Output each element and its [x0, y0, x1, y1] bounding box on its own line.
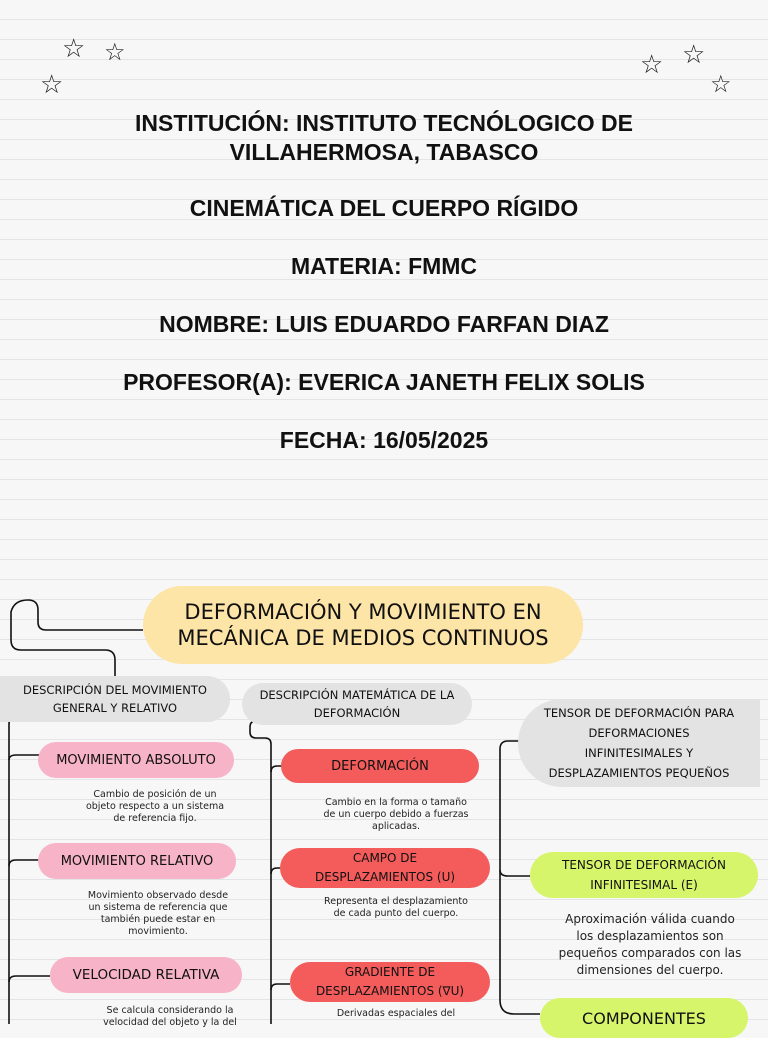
- deformation-math-heading-line-2: DEFORMACIÓN: [313, 706, 401, 720]
- deformation-label: DEFORMACIÓN: [331, 758, 429, 774]
- infinitesimal-strain-tensor-description: [540, 911, 760, 979]
- description-line: dimensiones del cuerpo.: [576, 963, 724, 977]
- displacement-gradient-description: [311, 1008, 481, 1020]
- components-label: COMPONENTES: [582, 1008, 706, 1028]
- description-line: Derivadas espaciales del: [336, 1008, 456, 1019]
- description-line: movimiento.: [128, 926, 188, 937]
- strain-tensor-heading-line-4: DESPLAZAMIENTOS PEQUEÑOS: [548, 766, 730, 780]
- deformation-node: [281, 749, 479, 783]
- motion-description-heading: [0, 676, 230, 722]
- displacement-gradient-node: [290, 962, 490, 1002]
- absolute-motion-description: [70, 789, 240, 825]
- star-icon: ☆: [640, 50, 664, 80]
- absolute-motion-node: [38, 742, 234, 778]
- description-line: Cambio de posición de un: [93, 789, 217, 800]
- strain-tensor-heading: [518, 699, 760, 787]
- deformation-math-heading: [242, 683, 472, 725]
- description-line: Se calcula considerando la: [106, 1005, 234, 1016]
- description-line: objeto respecto a un sistema: [85, 801, 225, 812]
- description-line: de un cuerpo debido a fuerzas: [323, 809, 469, 820]
- relative-velocity-node: [50, 957, 242, 993]
- concept-map-title: [143, 586, 583, 664]
- infinitesimal-strain-tensor-label-line-1: TENSOR DE DEFORMACIÓN: [562, 858, 726, 872]
- displacement-field-label-line-2: DESPLAZAMIENTOS (U): [314, 870, 456, 884]
- description-line: también puede estar en: [100, 914, 216, 925]
- description-line: Aproximación válida cuando: [565, 912, 735, 926]
- displacement-gradient-label-line-2: DESPLAZAMIENTOS (∇U): [315, 984, 465, 998]
- star-icon: ☆: [682, 40, 706, 70]
- professor-name: PROFESOR(A): EVERICA JANETH FELIX SOLIS: [123, 369, 645, 395]
- strain-tensor-heading-line-1: TENSOR DE DEFORMACIÓN PARA: [543, 706, 735, 720]
- star-icon: ☆: [62, 34, 86, 64]
- displacement-field-description: [311, 896, 481, 920]
- displacement-field-label-line-1: CAMPO DE: [352, 851, 418, 865]
- description-line: velocidad del objeto y la del: [103, 1017, 237, 1028]
- description-line: aplicadas.: [372, 821, 420, 832]
- displacement-gradient-label-line-1: GRADIENTE DE: [344, 965, 436, 979]
- description-line: Representa el desplazamiento: [324, 896, 468, 907]
- infinitesimal-strain-tensor-label-line-2: INFINITESIMAL (E): [590, 878, 698, 892]
- date-text: FECHA: 16/05/2025: [279, 427, 489, 453]
- components-node: [540, 998, 748, 1038]
- description-line: Movimiento observado desde: [87, 890, 229, 901]
- description-line: un sistema de referencia que: [88, 902, 228, 913]
- subject-heading: MATERIA: FMMC: [290, 253, 478, 279]
- concept-map-title-line-2: MECÁNICA DE MEDIOS CONTINUOS: [177, 626, 549, 650]
- displacement-field-node: [280, 848, 490, 888]
- institution-line-2: VILLAHERMOSA, TABASCO: [229, 139, 539, 165]
- relative-velocity-description: [80, 1005, 260, 1029]
- description-line: los desplazamientos son: [576, 929, 724, 943]
- strain-tensor-heading-line-3: INFINITESIMALES Y: [584, 746, 694, 760]
- infinitesimal-strain-tensor-node: [530, 852, 758, 898]
- student-name: NOMBRE: LUIS EDUARDO FARFAN DIAZ: [159, 311, 609, 337]
- absolute-motion-label: MOVIMIENTO ABSOLUTO: [56, 752, 216, 768]
- description-line: pequeños comparados con las: [558, 946, 742, 960]
- deformation-math-heading-line-1: DESCRIPCIÓN MATEMÁTICA DE LA: [259, 688, 455, 702]
- star-icon: ☆: [710, 70, 732, 98]
- strain-tensor-heading-line-2: DEFORMACIONES: [588, 726, 690, 740]
- motion-description-heading-line-2: GENERAL Y RELATIVO: [52, 701, 178, 715]
- relative-velocity-label: VELOCIDAD RELATIVA: [72, 967, 220, 983]
- star-icon: ☆: [40, 70, 64, 100]
- relative-motion-description: [68, 890, 248, 938]
- deformation-description: [311, 797, 481, 833]
- concept-map-title-line-1: DEFORMACIÓN Y MOVIMIENTO EN: [184, 600, 542, 624]
- topic-heading: CINEMÁTICA DEL CUERPO RÍGIDO: [189, 195, 579, 221]
- relative-motion-label: MOVIMIENTO RELATIVO: [60, 853, 214, 869]
- motion-description-heading-line-1: DESCRIPCIÓN DEL MOVIMIENTO: [23, 683, 207, 697]
- institution-line-1: INSTITUCIÓN: INSTITUTO TECNÓLOGICO DE: [135, 110, 633, 136]
- description-line: de cada punto del cuerpo.: [333, 908, 459, 919]
- relative-motion-node: [38, 843, 236, 879]
- description-line: Cambio en la forma o tamaño: [325, 797, 467, 808]
- description-line: de referencia fijo.: [113, 813, 197, 824]
- star-icon: ☆: [104, 38, 126, 66]
